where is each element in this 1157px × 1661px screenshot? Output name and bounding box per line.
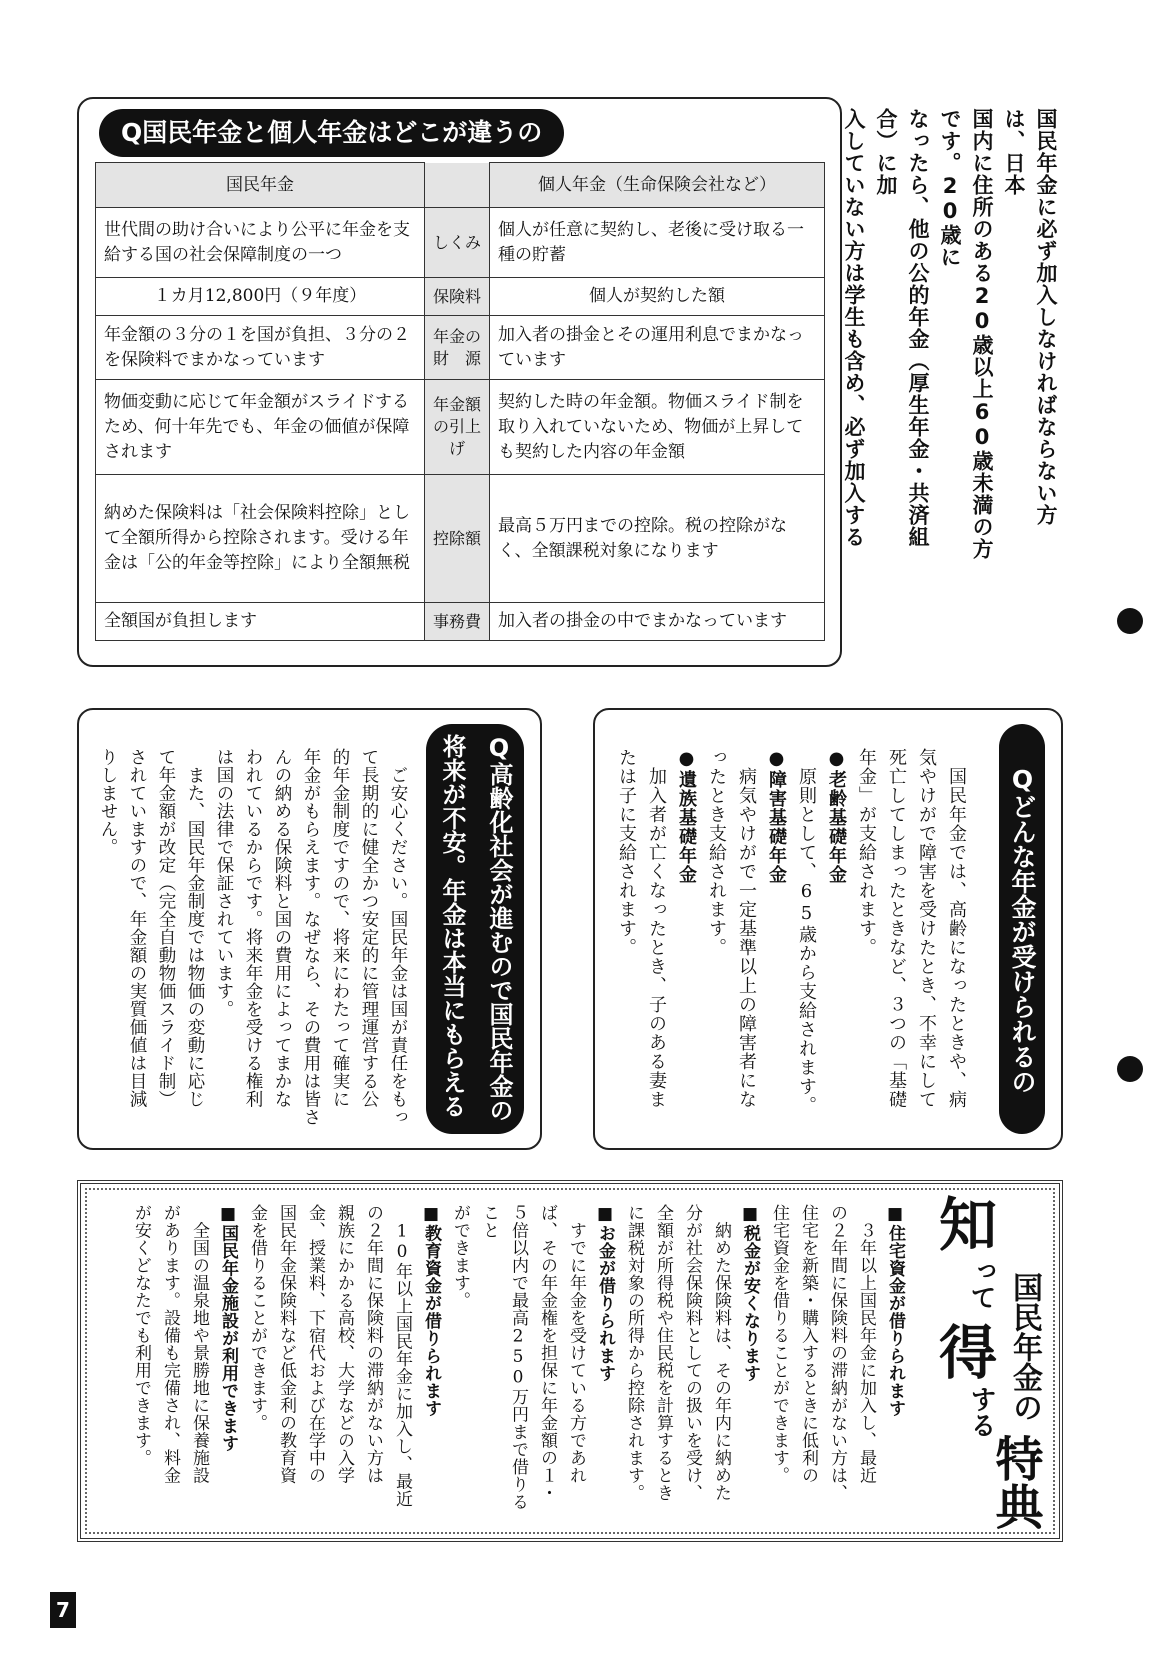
- header-national-pension: 国民年金: [96, 163, 425, 208]
- types-subheading: ●障害基礎年金: [766, 748, 787, 884]
- table-row: [96, 316, 825, 380]
- types-subheading: ●老齢基礎年金: [826, 748, 847, 884]
- cell-right: 契約した時の年金額。物価スライド制を取り入れていないため、物価が上昇しても契約した内容の年金額: [489, 380, 824, 475]
- cell-right: 個人が契約した額: [489, 278, 824, 316]
- row-label: 事務費: [425, 603, 490, 641]
- types-line: 加入者が亡くなったとき、子のある妻ま: [646, 748, 667, 1109]
- heading-char-know: 知: [938, 1191, 997, 1259]
- intro-line: 入していない方は学生も含め、必ず加入する: [842, 108, 866, 548]
- aging-line: は国の法律で保証されています。: [214, 748, 234, 1018]
- benefit-line: ができます。: [450, 1204, 470, 1309]
- benefit-line: 金を借りることができます。: [247, 1204, 267, 1432]
- types-line: 年金」が支給されます。: [856, 748, 877, 957]
- table-row: [96, 380, 825, 475]
- types-line: 死亡してしまったときなど、３つの「基礎: [886, 748, 907, 1109]
- bullet-dot-upper: [1117, 608, 1143, 634]
- row-label: 年金の財 源: [425, 316, 490, 380]
- cell-left: 世代間の助け合いにより公平に年金を支給する国の社会保障制度の一つ: [96, 208, 425, 278]
- aging-line: りしません。: [98, 748, 118, 856]
- pension-types-text: [611, 748, 971, 1128]
- benefit-subheading: ■住宅資金が借りられます: [885, 1204, 905, 1417]
- benefit-line: 分が社会保険料としての扱いを受け、: [682, 1204, 702, 1502]
- header-private-pension: 個人年金（生命保険会社など）: [489, 163, 824, 208]
- pension-types-title: Qどんな年金が受けられるの: [999, 724, 1045, 1134]
- benefit-line: ３年以上国民年金に加入し、最近: [856, 1204, 876, 1484]
- comparison-table: [95, 162, 825, 641]
- benefits-heading: [921, 1191, 1043, 1534]
- comparison-title: Q国民年金と個人年金はどこが違うの: [99, 109, 564, 157]
- aging-society-text: [93, 748, 412, 1128]
- benefit-line: ば、その年金権を担保に年金額の１・: [537, 1204, 557, 1502]
- table-row: [96, 208, 825, 278]
- table-row: [96, 475, 825, 603]
- heading-char-gain: 得: [938, 1319, 997, 1387]
- benefit-subheading: ■税金が安くなります: [740, 1204, 760, 1382]
- benefit-line: 10年以上国民年金に加入し、最近: [392, 1204, 412, 1508]
- benefit-line: に課税対象の所得から控除されます。: [624, 1204, 644, 1502]
- aging-line: 的年金制度ですので、将来にわたって確実に: [330, 748, 350, 1108]
- comparison-table-wrap: [95, 162, 825, 641]
- types-line: 病気やけがで一定基準以上の障害者にな: [736, 748, 757, 1109]
- benefit-line: ５倍以内で最高250万円まで借りること: [479, 1204, 528, 1511]
- benefit-subheading: ■教育資金が借りられます: [421, 1204, 441, 1417]
- heading-kana-suru: する: [966, 1386, 996, 1438]
- benefit-line: 全国の温泉地や景勝地に保養施設: [189, 1204, 209, 1484]
- intro-line: 国民年金に必ず加入しなければならない方は、日本: [1002, 108, 1058, 526]
- aging-society-box: [77, 708, 542, 1150]
- types-line: ったとき支給されます。: [706, 748, 727, 957]
- benefit-subheading: ■国民年金施設が利用できます: [218, 1204, 238, 1452]
- aging-line: われているからです。将来年金を受ける権利: [243, 748, 263, 1108]
- pension-types-box: [593, 708, 1063, 1150]
- benefit-line: 納めた保険料は、その年内に納めた: [711, 1204, 731, 1502]
- types-line: 気やけがで障害を受けたとき、不幸にして: [916, 748, 937, 1109]
- benefit-line: 金、授業料、下宿代および在学中の: [305, 1204, 325, 1484]
- benefit-line: があります。設備も完備され、料金: [160, 1204, 180, 1484]
- benefits-text: [126, 1204, 909, 1524]
- intro-line: 国内に住所のある20歳以上60歳未満の方です。20歳に: [938, 108, 994, 560]
- heading-kana-tte: って: [966, 1258, 996, 1310]
- benefit-line: 住宅資金を借りることができます。: [769, 1204, 789, 1484]
- benefit-line: 親族にかかる高校、大学などの入学: [334, 1204, 354, 1484]
- types-subheading: ●遺族基礎年金: [676, 748, 697, 884]
- benefit-line: の２年間に保険料の滞納がない方は、: [827, 1204, 847, 1502]
- cell-right: 個人が任意に契約し、老後に受け取る一種の貯蓄: [489, 208, 824, 278]
- cell-left: 全額国が負担します: [96, 603, 425, 641]
- header-spacer: [425, 163, 490, 208]
- types-line: たは子に支給されます。: [616, 748, 637, 957]
- benefit-subheading: ■お金が借りられます: [595, 1204, 615, 1382]
- benefit-line: 住宅を新築・購入するときに低利の: [798, 1204, 818, 1484]
- comparison-box: [77, 97, 842, 667]
- cell-left: １カ月12,800円（９年度）: [96, 278, 425, 316]
- benefit-line: の２年間に保険料の滞納がない方は: [363, 1204, 383, 1484]
- cell-left: 年金額の３分の１を国が負担、３分の２を保険料でまかなっています: [96, 316, 425, 380]
- benefit-line: 全額が所得税や住民税を計算するとき: [653, 1204, 673, 1502]
- table-header-row: [96, 163, 825, 208]
- aging-line: 年金がもらえます。なぜなら、その費用は皆さ: [301, 748, 321, 1126]
- cell-left: 物価変動に応じて年金額がスライドするため、何十年先でも、年金の価値が保障されます: [96, 380, 425, 475]
- types-line: 原則として、65歳から支給されます。: [796, 748, 817, 1115]
- heading-sub: 国民年金の: [1007, 1272, 1042, 1422]
- benefit-line: が安くどなたでも利用できます。: [131, 1204, 151, 1467]
- row-label: 年金額の引上げ: [425, 380, 490, 475]
- table-row: [96, 278, 825, 316]
- aging-line: ご安心ください。国民年金は国が責任をもっ: [388, 748, 408, 1126]
- aging-line: て年金額が改定（完全自動物価スライド制）: [156, 748, 176, 1108]
- benefit-line: 国民年金保険料など低金利の教育資: [276, 1204, 296, 1484]
- bullet-dot-lower: [1117, 1056, 1143, 1082]
- cell-left: 納めた保険料は「社会保険料控除」として全額所得から控除されます。受ける年金は「公的年金等控除」により全額無税: [96, 475, 425, 603]
- cell-right: 加入者の掛金の中でまかなっています: [489, 603, 824, 641]
- benefit-line: すでに年金を受けている方であれ: [566, 1204, 586, 1484]
- types-line: 国民年金では、高齢になったときや、病: [946, 748, 967, 1109]
- cell-right: 最高５万円までの控除。税の控除がなく、全額課税対象になります: [489, 475, 824, 603]
- heading-char-tokuten: 特典: [987, 1434, 1043, 1530]
- benefits-box: [77, 1180, 1063, 1542]
- cell-right: 加入者の掛金とその運用利息でまかなっています: [489, 316, 824, 380]
- table-row: [96, 603, 825, 641]
- aging-line: て長期的に健全かつ安定的に管理運営する公: [359, 748, 379, 1108]
- row-label: 保険料: [425, 278, 490, 316]
- aging-society-title-text: Q高齢化社会が進むので国民年金の将来が不安。年金は本当にもらえるの: [391, 734, 513, 1122]
- aging-line: されていますので、年金額の実質価値は目減: [127, 748, 147, 1108]
- page-number: 7: [50, 1592, 76, 1628]
- aging-line: また、国民年金制度では物価の変動に応じ: [185, 748, 205, 1108]
- row-label: しくみ: [425, 208, 490, 278]
- row-label: 控除額: [425, 475, 490, 603]
- intro-line: なったら、他の公的年金（厚生年金・共済組合）に加: [874, 108, 930, 548]
- aging-line: んの納める保険料と国の費用によってまかな: [272, 748, 292, 1108]
